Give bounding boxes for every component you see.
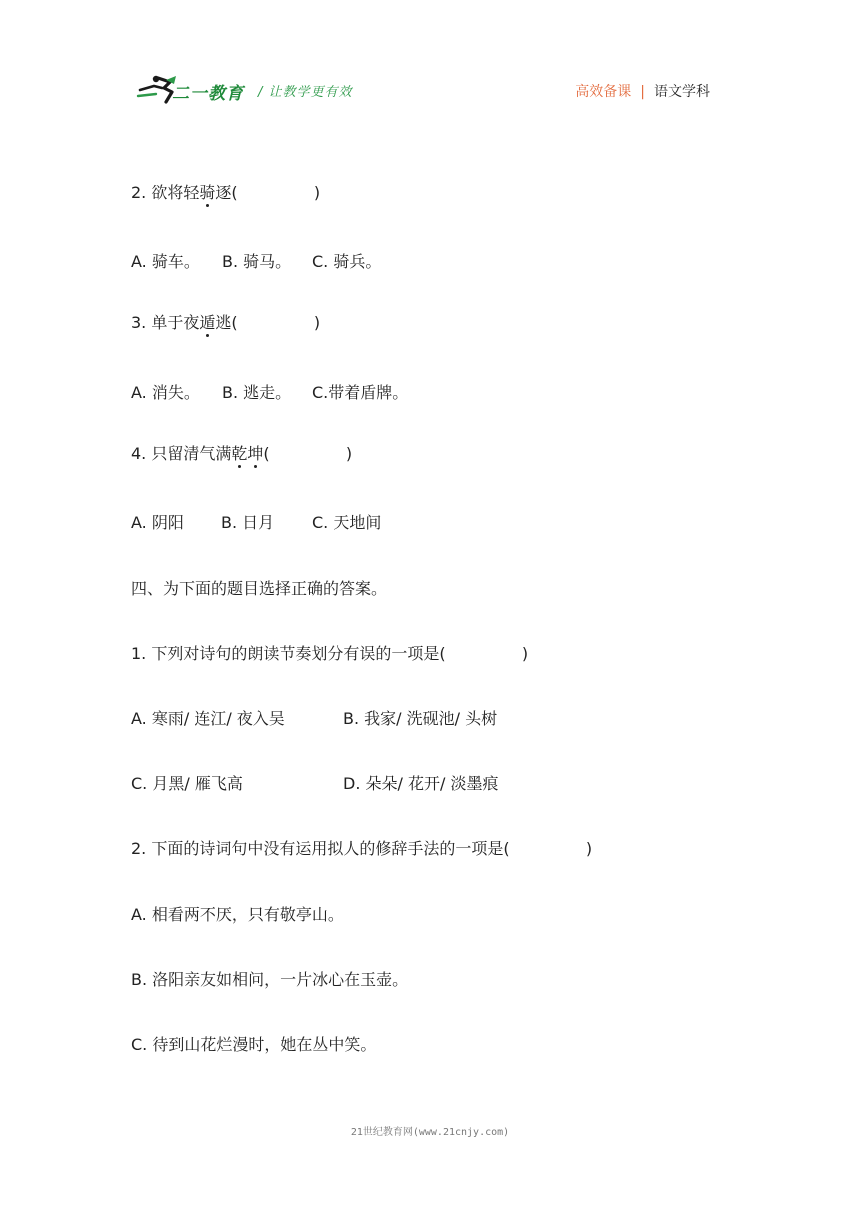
header-separator: | [640,84,645,100]
logo-text: 二一教育 [172,84,244,104]
option-a: A. 消失。 [131,383,200,402]
question-2 [131,180,320,203]
emphasis-char: 遁 [199,313,216,332]
emphasis-char: 乾 [231,444,248,463]
section4-question-1: 1. 下列对诗句的朗读节奏划分有误的一项是( ) [131,644,529,663]
option-b: B. 骑马。 [222,252,292,271]
option-c: C. 月黑/ 雁飞高 [131,774,243,793]
question-text: 逐( ) [215,183,321,202]
emphasis-char: 坤 [247,444,264,463]
option-b: B. 逃走。 [222,383,292,402]
emphasis-char: 骑 [199,183,216,202]
question-3-options [131,380,408,403]
question-2-options [131,249,381,272]
option-b: B. 日月 [221,513,275,532]
section4-q1-options-ab [131,706,497,729]
question-text: 逃( ) [215,313,321,332]
option-c: C. 天地间 [312,513,382,532]
option-b: B. 我家/ 洗砚池/ 头树 [343,709,498,728]
slogan: / 让教学更有效 [258,85,353,100]
section4-q2-option-b: B. 洛阳亲友如相问，一片冰心在玉壶。 [131,970,409,989]
option-a: A. 寒雨/ 连江/ 夜入吴 [131,709,285,728]
option-c: C.带着盾牌。 [312,383,409,402]
question-text: 3. 单于夜 [131,313,200,332]
option-d: D. 朵朵/ 花开/ 淡墨痕 [343,774,499,793]
question-text: ( ) [263,444,353,463]
section4-q2-option-c: C. 待到山花烂漫时，她在丛中笑。 [131,1035,377,1054]
question-3 [131,310,320,333]
option-c: C. 骑兵。 [312,252,382,271]
question-text: 2. 欲将轻 [131,183,200,202]
page-footer: 21世纪教育网(www.21cnjy.com) [350,1127,510,1138]
question-text: 4. 只留清气满 [131,444,232,463]
option-a: A. 阴阳 [131,513,184,532]
header-subject [575,81,710,101]
section-heading: 四、为下面的题目选择正确的答案。 [131,579,388,598]
section4-q2-option-a: A. 相看两不厌，只有敬亭山。 [131,905,344,924]
option-a: A. 骑车。 [131,252,200,271]
question-4-options [131,510,381,533]
section4-question-2: 2. 下面的诗词句中没有运用拟人的修辞手法的一项是( ) [131,839,593,858]
question-4 [131,441,352,464]
header-subject-label: 语文学科 [654,84,710,100]
header-highlight: 高效备课 [575,84,632,100]
section4-q1-options-cd [131,771,498,794]
page-header [0,0,860,120]
